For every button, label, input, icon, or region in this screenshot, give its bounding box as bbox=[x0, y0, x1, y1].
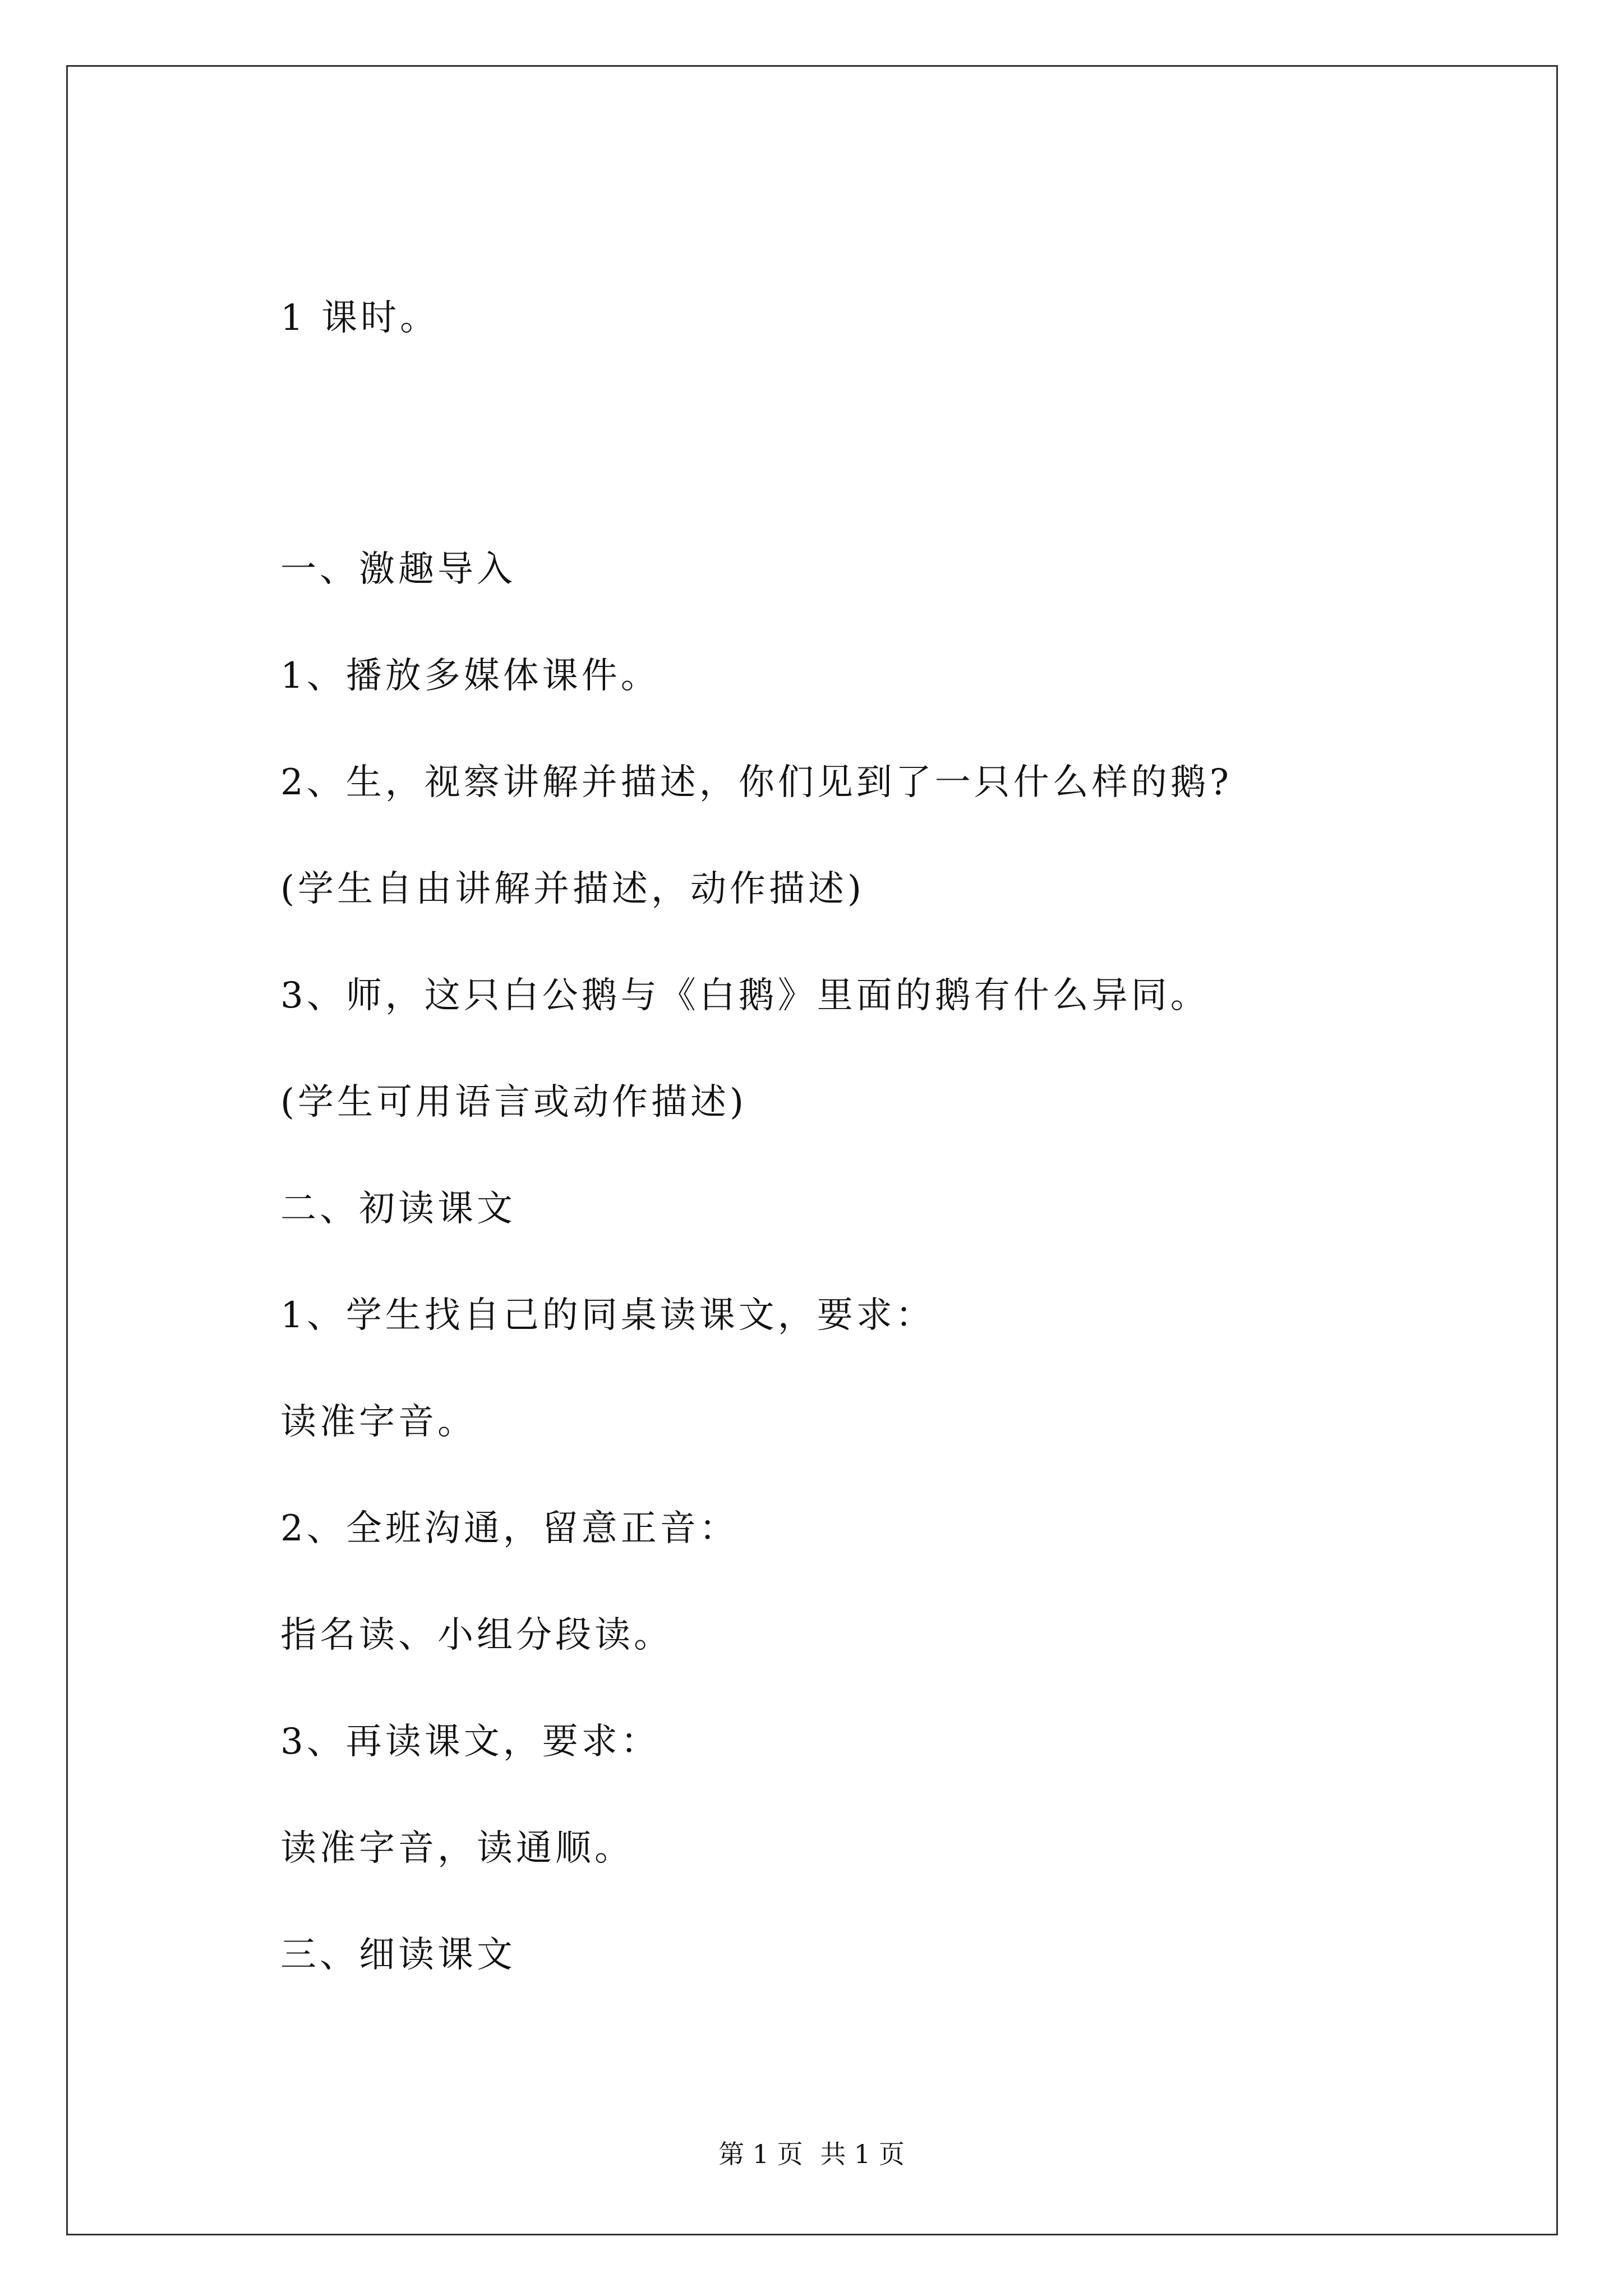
page-total: 共 1 页 bbox=[820, 2139, 905, 2169]
text-line: (学生可用语言或动作描述) bbox=[280, 1082, 747, 1123]
text-line: (学生自由讲解并描述，动作描述) bbox=[280, 868, 865, 910]
page-number: 第 1 页 bbox=[718, 2139, 803, 2169]
text-line: 3、师，这只白公鹅与《白鹅》里面的鹅有什么异同。 bbox=[280, 975, 1210, 1016]
text-line: 1、学生找自己的同桌读课文，要求： bbox=[280, 1295, 935, 1336]
page-footer bbox=[0, 2137, 1623, 2171]
text-line: 读准字音。 bbox=[280, 1401, 477, 1443]
heading-section-1: 一、激趣导入 bbox=[280, 549, 516, 590]
text-line: 2、全班沟通，留意正音： bbox=[280, 1508, 739, 1549]
text-line: 读准字音，读通顺。 bbox=[280, 1828, 634, 1869]
text-line: 3、再读课文，要求： bbox=[280, 1721, 660, 1763]
text-line: 2、生，视察讲解并描述，你们见到了一只什么样的鹅? bbox=[280, 762, 1233, 803]
heading-section-2: 二、初读课文 bbox=[280, 1188, 516, 1230]
heading-section-3: 三、细读课文 bbox=[280, 1934, 516, 1976]
text-line-class-hours: 1 课时。 bbox=[280, 297, 440, 339]
page-border bbox=[66, 65, 1558, 2235]
text-line: 1、播放多媒体课件。 bbox=[280, 655, 660, 697]
text-line: 指名读、小组分段读。 bbox=[280, 1614, 673, 1656]
